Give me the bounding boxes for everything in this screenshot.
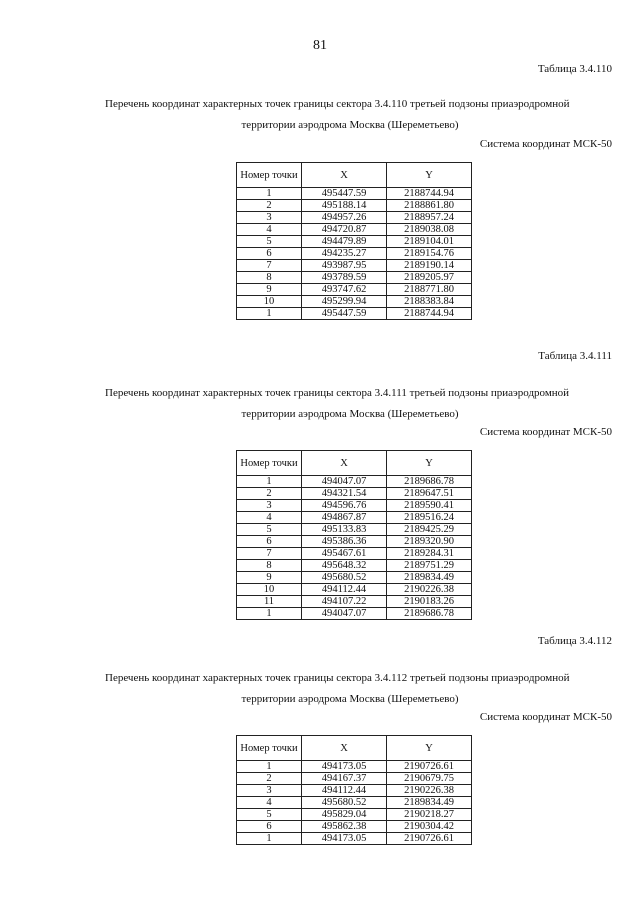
heading-line-1: Перечень координат характерных точек границы сектора 3.4.110 третьей подзоны приаэродромной — [105, 98, 570, 110]
cell-y: 2188744.94 — [387, 188, 472, 200]
cell-point-number: 8 — [237, 560, 302, 572]
cell-point-number: 2 — [237, 773, 302, 785]
heading-line-2: территории аэродрома Москва (Шереметьево) — [241, 119, 459, 131]
cell-x: 495386.36 — [302, 536, 387, 548]
table-row — [237, 809, 472, 821]
cell-y: 2189686.78 — [387, 476, 472, 488]
cell-y: 2190183.26 — [387, 596, 472, 608]
cell-point-number: 2 — [237, 200, 302, 212]
table-row — [237, 524, 472, 536]
cell-x: 494479.89 — [302, 236, 387, 248]
cell-x: 495648.32 — [302, 560, 387, 572]
cell-y: 2189834.49 — [387, 797, 472, 809]
cell-y: 2189038.08 — [387, 224, 472, 236]
page-number: 81 — [313, 38, 327, 53]
cell-x: 494112.44 — [302, 584, 387, 596]
table-header-row — [237, 736, 472, 761]
cell-y: 2189686.78 — [387, 608, 472, 620]
coordinate-system-label: Система координат МСК-50 — [479, 138, 612, 150]
cell-x: 494167.37 — [302, 773, 387, 785]
cell-y: 2189154.76 — [387, 248, 472, 260]
table-row — [237, 512, 472, 524]
column-header-point-number: Номер точки — [237, 163, 302, 188]
cell-point-number: 1 — [237, 833, 302, 845]
cell-point-number: 1 — [237, 608, 302, 620]
cell-point-number: 7 — [237, 548, 302, 560]
cell-point-number: 2 — [237, 488, 302, 500]
cell-x: 494720.87 — [302, 224, 387, 236]
table-row — [237, 284, 472, 296]
table-row — [237, 248, 472, 260]
cell-point-number: 10 — [237, 296, 302, 308]
cell-point-number: 4 — [237, 512, 302, 524]
table-header-row — [237, 163, 472, 188]
table-row — [237, 476, 472, 488]
column-header-point-number: Номер точки — [237, 736, 302, 761]
coordinates-table — [236, 735, 472, 845]
cell-y: 2190304.42 — [387, 821, 472, 833]
heading-line-1: Перечень координат характерных точек границы сектора 3.4.111 третьей подзоны приаэродромной — [105, 387, 570, 399]
cell-x: 495447.59 — [302, 188, 387, 200]
cell-point-number: 4 — [237, 224, 302, 236]
cell-y: 2189834.49 — [387, 572, 472, 584]
cell-y: 2190726.61 — [387, 761, 472, 773]
column-header-x: X — [302, 163, 387, 188]
cell-x: 494321.54 — [302, 488, 387, 500]
cell-x: 493789.59 — [302, 272, 387, 284]
cell-x: 494596.76 — [302, 500, 387, 512]
cell-x: 495862.38 — [302, 821, 387, 833]
cell-x: 495133.83 — [302, 524, 387, 536]
cell-point-number: 6 — [237, 536, 302, 548]
table-row — [237, 785, 472, 797]
cell-y: 2188957.24 — [387, 212, 472, 224]
cell-x: 495829.04 — [302, 809, 387, 821]
table-heading — [0, 383, 640, 425]
coordinates-table — [236, 162, 472, 320]
table-row — [237, 500, 472, 512]
table-row — [237, 236, 472, 248]
heading-line-2: территории аэродрома Москва (Шереметьево) — [241, 408, 459, 420]
cell-point-number: 3 — [237, 500, 302, 512]
cell-point-number: 1 — [237, 476, 302, 488]
cell-point-number: 4 — [237, 797, 302, 809]
cell-point-number: 9 — [237, 284, 302, 296]
cell-y: 2189104.01 — [387, 236, 472, 248]
cell-x: 495680.52 — [302, 797, 387, 809]
cell-point-number: 1 — [237, 188, 302, 200]
heading-line-2: территории аэродрома Москва (Шереметьево) — [241, 693, 459, 705]
table-row — [237, 212, 472, 224]
cell-point-number: 3 — [237, 212, 302, 224]
cell-x: 495188.14 — [302, 200, 387, 212]
cell-x: 494173.05 — [302, 761, 387, 773]
cell-y: 2190726.61 — [387, 833, 472, 845]
heading-line-1: Перечень координат характерных точек границы сектора 3.4.112 третьей подзоны приаэродромной — [105, 672, 570, 684]
column-header-point-number: Номер точки — [237, 451, 302, 476]
column-header-y: Y — [387, 163, 472, 188]
cell-x: 493987.95 — [302, 260, 387, 272]
cell-y: 2189284.31 — [387, 548, 472, 560]
cell-point-number: 3 — [237, 785, 302, 797]
cell-y: 2188744.94 — [387, 308, 472, 320]
cell-x: 494047.07 — [302, 476, 387, 488]
table-row — [237, 200, 472, 212]
table-row — [237, 308, 472, 320]
cell-x: 494107.22 — [302, 596, 387, 608]
table-heading — [0, 94, 640, 136]
cell-y: 2189320.90 — [387, 536, 472, 548]
column-header-y: Y — [387, 451, 472, 476]
cell-point-number: 9 — [237, 572, 302, 584]
coordinates-table — [236, 450, 472, 620]
coordinate-system-label: Система координат МСК-50 — [479, 426, 612, 438]
cell-y: 2190226.38 — [387, 584, 472, 596]
cell-y: 2189590.41 — [387, 500, 472, 512]
column-header-y: Y — [387, 736, 472, 761]
cell-point-number: 5 — [237, 809, 302, 821]
cell-y: 2190226.38 — [387, 785, 472, 797]
cell-y: 2188383.84 — [387, 296, 472, 308]
column-header-x: X — [302, 451, 387, 476]
cell-point-number: 5 — [237, 236, 302, 248]
table-row — [237, 572, 472, 584]
table-row — [237, 584, 472, 596]
cell-x: 495680.52 — [302, 572, 387, 584]
cell-x: 494867.87 — [302, 512, 387, 524]
table-label: Таблица 3.4.112 — [537, 635, 612, 647]
cell-x: 494112.44 — [302, 785, 387, 797]
cell-y: 2189205.97 — [387, 272, 472, 284]
cell-point-number: 1 — [237, 308, 302, 320]
cell-y: 2190679.75 — [387, 773, 472, 785]
cell-y: 2189516.24 — [387, 512, 472, 524]
table-row — [237, 761, 472, 773]
cell-x: 494047.07 — [302, 608, 387, 620]
table-row — [237, 797, 472, 809]
table-row — [237, 560, 472, 572]
cell-y: 2188861.80 — [387, 200, 472, 212]
table-row — [237, 821, 472, 833]
table-row — [237, 773, 472, 785]
cell-y: 2189190.14 — [387, 260, 472, 272]
cell-point-number: 5 — [237, 524, 302, 536]
cell-point-number: 11 — [237, 596, 302, 608]
cell-x: 495467.61 — [302, 548, 387, 560]
table-label: Таблица 3.4.110 — [537, 63, 612, 75]
cell-x: 495447.59 — [302, 308, 387, 320]
column-header-x: X — [302, 736, 387, 761]
cell-point-number: 6 — [237, 248, 302, 260]
cell-point-number: 8 — [237, 272, 302, 284]
table-row — [237, 596, 472, 608]
cell-point-number: 10 — [237, 584, 302, 596]
cell-y: 2190218.27 — [387, 809, 472, 821]
table-row — [237, 833, 472, 845]
table-row — [237, 608, 472, 620]
cell-y: 2189425.29 — [387, 524, 472, 536]
coordinate-system-label: Система координат МСК-50 — [479, 711, 612, 723]
table-row — [237, 488, 472, 500]
table-row — [237, 536, 472, 548]
table-row — [237, 548, 472, 560]
cell-x: 494957.26 — [302, 212, 387, 224]
table-label: Таблица 3.4.111 — [538, 350, 612, 362]
table-row — [237, 188, 472, 200]
table-row — [237, 296, 472, 308]
cell-y: 2189751.29 — [387, 560, 472, 572]
cell-x: 493747.62 — [302, 284, 387, 296]
table-row — [237, 260, 472, 272]
cell-x: 494173.05 — [302, 833, 387, 845]
cell-y: 2189647.51 — [387, 488, 472, 500]
cell-x: 495299.94 — [302, 296, 387, 308]
cell-y: 2188771.80 — [387, 284, 472, 296]
cell-point-number: 1 — [237, 761, 302, 773]
table-heading — [0, 668, 640, 710]
cell-x: 494235.27 — [302, 248, 387, 260]
table-header-row — [237, 451, 472, 476]
cell-point-number: 6 — [237, 821, 302, 833]
cell-point-number: 7 — [237, 260, 302, 272]
table-row — [237, 272, 472, 284]
table-row — [237, 224, 472, 236]
